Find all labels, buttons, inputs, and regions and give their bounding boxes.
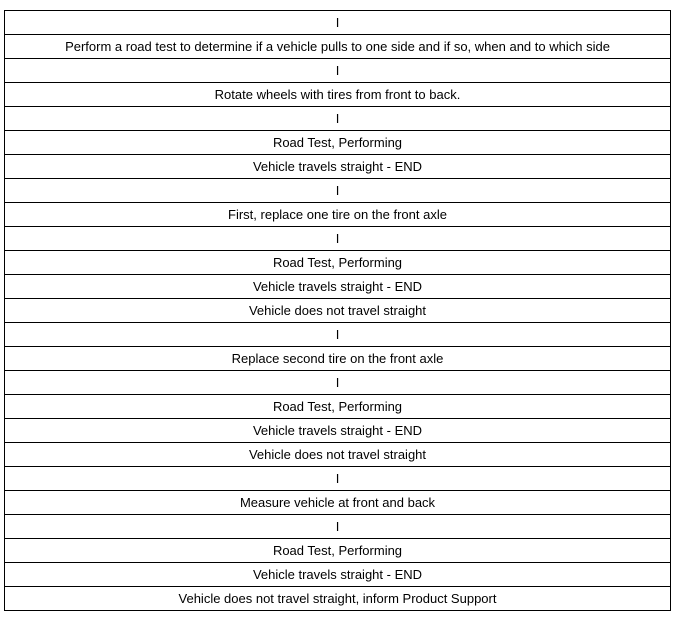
flow-row-result: [5, 587, 671, 611]
flow-row-step: [5, 347, 671, 371]
flow-row-step: [5, 395, 671, 419]
flow-cell-not-straight: Vehicle does not travel straight: [5, 443, 671, 467]
flow-cell-connector: I: [5, 59, 671, 83]
flow-cell-replace-second-tire: Replace second tire on the front axle: [5, 347, 671, 371]
flow-row-step: [5, 35, 671, 59]
flow-cell-connector: I: [5, 371, 671, 395]
flow-row-result: [5, 419, 671, 443]
flow-cell-road-test: Road Test, Performing: [5, 395, 671, 419]
flow-cell-replace-first-tire: First, replace one tire on the front axle: [5, 203, 671, 227]
flow-cell-road-test-instruction: Perform a road test to determine if a vehicle pulls to one side and if so, when and to which side: [5, 35, 671, 59]
flow-cell-connector: I: [5, 515, 671, 539]
flow-row-step: [5, 491, 671, 515]
flow-row-connector: [5, 371, 671, 395]
flow-row-result: [5, 443, 671, 467]
flow-cell-connector: I: [5, 467, 671, 491]
procedure-flow-table: [4, 10, 671, 611]
procedure-flow-body: [5, 11, 671, 611]
flow-row-step: [5, 83, 671, 107]
flow-cell-travels-straight: Vehicle travels straight - END: [5, 155, 671, 179]
flow-row-step: [5, 131, 671, 155]
flow-cell-travels-straight: Vehicle travels straight - END: [5, 419, 671, 443]
flow-row-step: [5, 539, 671, 563]
flow-row-connector: [5, 107, 671, 131]
flow-cell-road-test: Road Test, Performing: [5, 251, 671, 275]
flow-row-connector: [5, 323, 671, 347]
flow-row-connector: [5, 227, 671, 251]
flow-cell-travels-straight: Vehicle travels straight - END: [5, 275, 671, 299]
flow-cell-connector: I: [5, 11, 671, 35]
flow-row-result: [5, 275, 671, 299]
flow-cell-road-test: Road Test, Performing: [5, 539, 671, 563]
flow-row-connector: [5, 59, 671, 83]
flow-cell-road-test: Road Test, Performing: [5, 131, 671, 155]
flow-row-connector: [5, 515, 671, 539]
flow-row-connector: [5, 11, 671, 35]
flow-row-step: [5, 203, 671, 227]
flow-row-result: [5, 563, 671, 587]
flow-cell-connector: I: [5, 107, 671, 131]
flow-cell-travels-straight: Vehicle travels straight - END: [5, 563, 671, 587]
flow-row-step: [5, 251, 671, 275]
flow-cell-connector: I: [5, 227, 671, 251]
flow-cell-connector: I: [5, 179, 671, 203]
flow-cell-not-straight: Vehicle does not travel straight: [5, 299, 671, 323]
flow-row-connector: [5, 467, 671, 491]
flow-row-result: [5, 299, 671, 323]
flow-cell-rotate-wheels: Rotate wheels with tires from front to back.: [5, 83, 671, 107]
flow-cell-inform-product-support: Vehicle does not travel straight, inform Product Support: [5, 587, 671, 611]
flow-row-result: [5, 155, 671, 179]
flow-cell-connector: I: [5, 323, 671, 347]
flow-row-connector: [5, 179, 671, 203]
flow-cell-measure-vehicle: Measure vehicle at front and back: [5, 491, 671, 515]
